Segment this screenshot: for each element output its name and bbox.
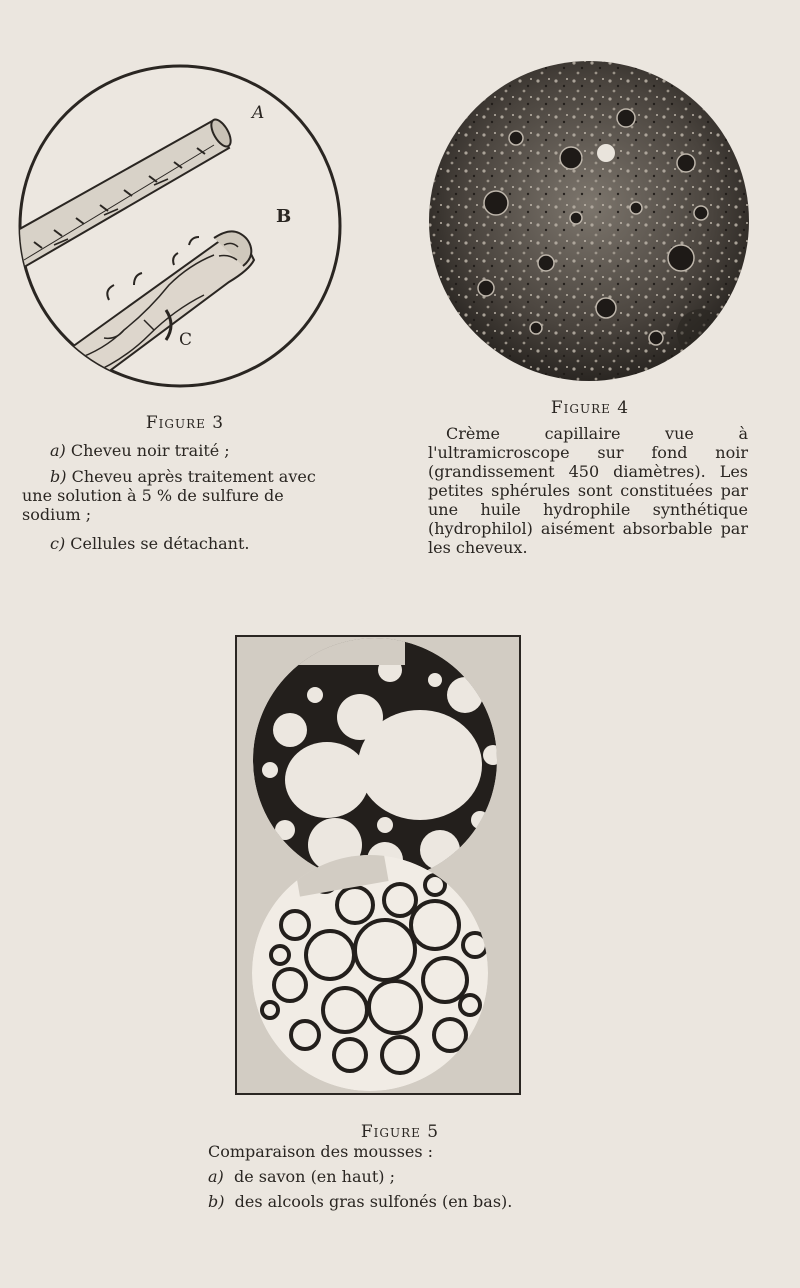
figure4-micrograph	[426, 58, 752, 384]
item-letter: a)	[50, 441, 66, 460]
item-text: des alcools gras sulfonés (en bas).	[234, 1192, 513, 1211]
label-c: C	[179, 330, 193, 350]
figure5-item-b	[208, 1192, 588, 1211]
figure4-title: Figure 4	[550, 398, 630, 418]
item-letter: b)	[50, 467, 67, 486]
figure5-title: Figure 5	[360, 1122, 440, 1142]
figure5-photo	[235, 635, 521, 1095]
figure3-item-b	[22, 467, 340, 524]
figure4-caption: Crème capillaire vue à l'ultramicroscope sur fond noir (grandissement 450 diamètres). Les petites sphérules sont constituées par une huile hydrophile synthétique (hydrophilol) aisément absorbable par les cheveux.	[428, 424, 748, 557]
item-letter: b)	[208, 1192, 225, 1211]
figure3-item-c	[50, 534, 310, 553]
figure3-item-a	[50, 441, 290, 460]
figure5-heading: Comparaison des mousses :	[208, 1142, 434, 1161]
item-text: Cheveu noir traité ;	[70, 441, 230, 460]
figure3-title: Figure 3	[145, 413, 225, 433]
figure3-illustration	[14, 60, 346, 392]
item-letter: a)	[208, 1167, 224, 1186]
item-letter: c)	[50, 534, 66, 553]
label-b: B	[276, 206, 292, 227]
figure5-item-a	[208, 1167, 588, 1186]
item-text: de savon (en haut) ;	[233, 1167, 395, 1186]
item-text: Cellules se détachant.	[70, 534, 250, 553]
item-text: Cheveu après traitement avec une solution à 5 % de sulfure de sodium ;	[22, 467, 316, 524]
label-a: A	[252, 103, 265, 123]
